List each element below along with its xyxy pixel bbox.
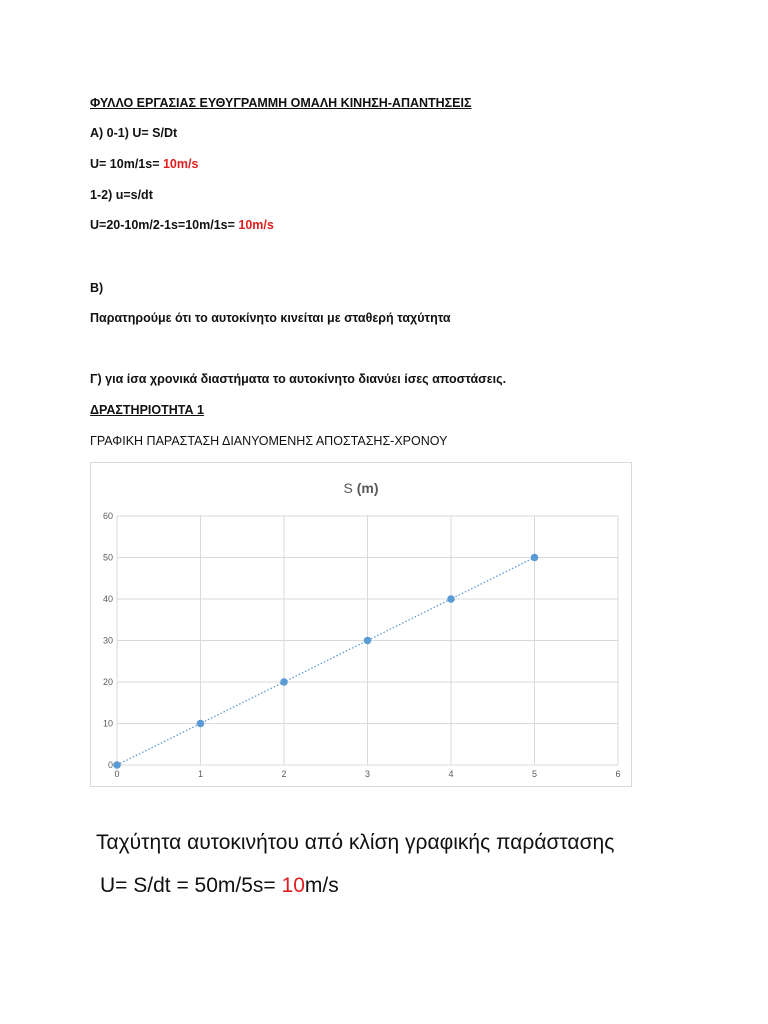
chart-series bbox=[113, 554, 538, 769]
answer-a-line2-prefix: U= 10m/1s= bbox=[90, 157, 163, 171]
x-tick-label: 3 bbox=[364, 769, 371, 779]
y-tick-label: 40 bbox=[102, 594, 113, 604]
chart-tick-labels bbox=[103, 511, 621, 779]
answer-a-line4 bbox=[90, 218, 274, 232]
answer-a-line2 bbox=[90, 157, 198, 171]
answer-a-line2-result: 10m/s bbox=[162, 157, 199, 171]
data-point bbox=[280, 678, 288, 686]
answer-b-label: Β) bbox=[90, 281, 104, 295]
answer-a-line1: Α) 0-1) U= S/Dt bbox=[90, 126, 178, 140]
x-tick-label: 2 bbox=[281, 769, 287, 779]
y-tick-label: 50 bbox=[102, 552, 113, 563]
speed-formula-result: 10 bbox=[281, 874, 305, 897]
chart-title-unit: (m) bbox=[356, 480, 379, 496]
chart-title-symbol: S bbox=[343, 480, 357, 496]
x-tick-label: 5 bbox=[531, 769, 538, 779]
answer-a-line4-prefix: U=20-10m/2-1s=10m/1s= bbox=[90, 218, 239, 232]
x-tick-label: 4 bbox=[448, 769, 454, 779]
x-tick-label: 1 bbox=[197, 769, 204, 779]
x-tick-label: 0 bbox=[114, 769, 120, 779]
distance-time-chart bbox=[90, 462, 632, 787]
series-line bbox=[117, 558, 535, 766]
answer-b-text: Παρατηρούμε ότι το αυτοκίνητο κινείται με σταθερή ταχύτητα bbox=[90, 311, 451, 325]
y-tick-label: 10 bbox=[102, 718, 113, 729]
activity-title: ΔΡΑΣΤΗΡΙΟΤΗΤΑ 1 bbox=[90, 403, 204, 417]
data-point bbox=[531, 554, 539, 562]
data-point bbox=[447, 595, 455, 603]
worksheet-title: ΦΥΛΛΟ ΕΡΓΑΣΙΑΣ ΕΥΘΥΓΡΑΜΜΗ ΟΜΑΛΗ ΚΙΝΗΣΗ-ΑΠΑΝΤΗΣΕΙΣ bbox=[90, 96, 472, 110]
speed-formula-prefix: U= S/dt = 50m/5s= bbox=[100, 874, 282, 897]
y-tick-label: 0 bbox=[107, 760, 113, 770]
data-point bbox=[113, 761, 121, 769]
chart-svg bbox=[91, 463, 631, 786]
y-tick-label: 60 bbox=[102, 511, 113, 521]
answer-c-text: Γ) για ίσα χρονικά διαστήματα το αυτοκίνητο διανύει ίσες αποστάσεις. bbox=[90, 372, 507, 386]
y-tick-label: 20 bbox=[102, 677, 113, 687]
speed-formula-unit: m/s bbox=[304, 874, 339, 897]
answer-a-line3: 1-2) u=s/dt bbox=[90, 188, 153, 202]
data-point bbox=[197, 720, 205, 728]
x-tick-label: 6 bbox=[615, 769, 621, 779]
graph-heading: ΓΡΑΦΙΚΗ ΠΑΡΑΣΤΑΣΗ ΔΙΑΝΥΟΜΕΝΗΣ ΑΠΟΣΤΑΣΗΣ-ΧΡΟΝΟΥ bbox=[90, 434, 448, 448]
data-point bbox=[364, 637, 372, 645]
speed-formula bbox=[100, 874, 339, 898]
slope-explanation: Ταχύτητα αυτοκινήτου από κλίση γραφικής παράστασης bbox=[96, 831, 615, 854]
chart-title bbox=[343, 480, 378, 496]
y-tick-label: 30 bbox=[102, 635, 113, 646]
answer-a-line4-result: 10m/s bbox=[238, 218, 274, 232]
